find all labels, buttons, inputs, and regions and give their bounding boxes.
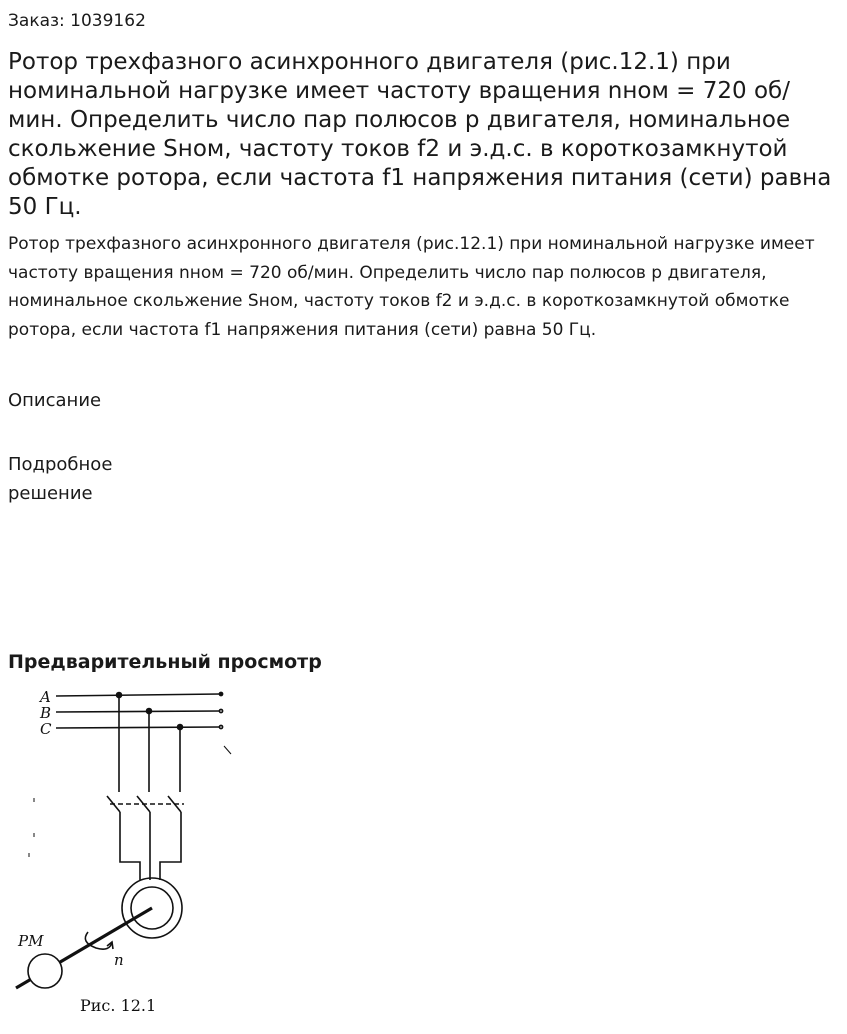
speed-label: n: [114, 951, 124, 969]
motor-circuit-diagram: [0, 680, 260, 1025]
figure-caption: Рис. 12.1: [80, 996, 157, 1015]
preview-heading: Предварительный просмотр: [8, 651, 322, 673]
supply-line-c: [56, 727, 220, 728]
meter-label: PM: [18, 932, 44, 950]
order-number: Заказ: 1039162: [8, 11, 146, 31]
phase-b-label: B: [40, 704, 52, 722]
supply-line-b: [56, 711, 220, 712]
phase-c-label: C: [40, 720, 52, 738]
supply-line-a: [56, 694, 220, 696]
problem-text: Ротор трехфазного асинхронного двигателя (рис.12.1) при номинальной нагрузке имеет частоту вращения nном = 720 об/мин. Определить число пар полюсов p двигателя, номинальное скольжение Sном, частоту токов f2 и э.д.с. в короткозамкнутой обмотке ротора, если частота f1 напряжения питания (сети) равна 50 Гц.: [8, 234, 815, 340]
detailed-solution-label: Подробное решение: [8, 454, 113, 504]
speed-meter-icon: [28, 954, 62, 988]
description-label: Описание: [8, 390, 102, 411]
phase-a-label: A: [40, 688, 51, 706]
motor-circuit-figure: [0, 680, 260, 1025]
problem-title: Ротор трехфазного асинхронного двигателя (рис.12.1) при номинальной нагрузке имеет частоту вращения nном = 720 об/мин. Определить число пар полюсов p двигателя, номинальное скольжение Sном, частоту токов f2 и э.д.с. в короткозамкнутой обмотке ротора, если частота f1 напряжения питания (сети) равна 50 Гц.: [8, 49, 832, 220]
